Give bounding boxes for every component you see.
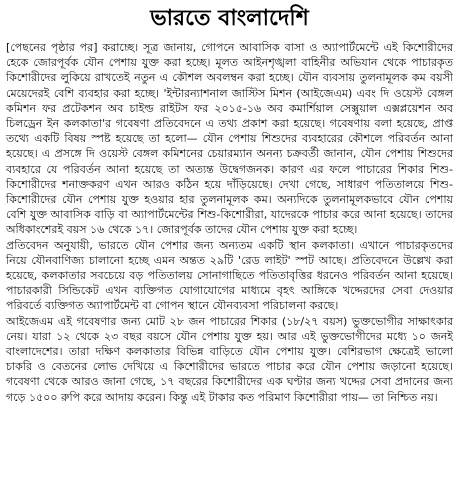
article-paragraph-3: আইজেএম এই গবেষণার জন্য মোট ২৮ জন পাচারের শিকার (১৮/২৭ বয়স) ভুক্তভোগীর সাক্ষাৎকার নেয়। যারা ১২ থেকে ২৩ বছর বয়সে যৌন পেশায় যুক্ত হয়। আর এই ভুক্তভোগীদের মধ্যে ১০ জনই বাংলাদেশের। তারা দক্ষিণ কলকাতার বিভিন্ন বাড়িতে যৌন পেশায় যুক্ত। বেশিরভাগ ক্ষেত্রেই ভালো চাকরি ও বেতনের লোভ দেখিয়ে এ কিশোরীদের ভারতে পাচার করে যৌন পেশায় জড়ানো হয়েছে। গবেষণা থেকে আরও জানা গেছে, ১৭ বছরের কিশোরীদের এক ঘণ্টার জন্য খদ্দের সেবা প্রদানের জন্য গড়ে ১৫০০ রুপি করে আদায় করেন। কিন্তু এই টাকার কত পরিমাণ কিশোরীরা পায়— তা নিশ্চিত নয়। [6, 314, 453, 404]
article-paragraph-1 [6, 40, 453, 238]
paragraph-text: করাচ্ছে। সূত্র জানায়, গোপনে আবাসিক বাসা ও অ্যাপার্টমেন্টে এই কিশোরীদের হেকে জোরপূর্বক যৌন পেশায় যুক্ত করা হচ্ছে। মূলত আইনশৃঙ্খলা বাহিনীর অভিযান থেকে পাচারকৃত কিশোরীদের লুকিয়ে রাখতেই নতুন এ কৌশল অবলম্বন করা হচ্ছে। যৌন ব্যবসায় তুলনামূলক কম বয়সী মেয়েদেরই বেশি ব্যবহার করা হচ্ছে। 'ইন্টারন্যাশনাল জাস্টিস মিশন (আইজেএম) এবং দি ওয়েস্ট বেঙ্গল কমিশন ফর প্রটেকশন অব চাইল্ড রাইটস ফর ২০১৫-১৬ অব কমার্শিয়াল সেক্সুয়াল এক্সপ্লয়েশন অব চিলড্রেন ইন কলকাতা'র গবেষণা প্রতিবেদনে এ তথ্য প্রকাশ করা হয়েছে। গবেষণায় বলা হয়েছে, প্রাপ্ত তথ্যে একটি বিষয় স্পষ্ট হয়েছে তা হলো— যৌন পেশায় শিশুদের ব্যবহারের কৌশলে পরিবর্তন আনা হয়েছে। এ প্রসঙ্গে দি ওয়েস্ট বেঙ্গল কমিশনের চেয়ারম্যান অনন্য চক্রবর্তী জানান, যৌন পেশায় শিশুদের ব্যবহারে যে পরিবর্তন আনা হয়েছে তা অত্যন্ত উদ্বেগজনক। কারণ এর ফলে পাচারের শিকার শিশু-কিশোরীদের শনাক্তকরণ এখন আরও কঠিন হয়ে দাঁড়িয়েছে। দেখা গেছে, সাধারণ পতিতালয়ে শিশু-কিশোরীদের যৌন পেশায় যুক্ত হওয়ার হার তুলনামূলক কম। অন্যদিকে তুলনামূলকভাবে যৌন পেশায় বেশি যুক্ত আবাসিক বাড়ি বা অ্যাপার্টমেন্টের শিশু-কিশোরীরা, যাদেরকে পাচার করে আনা হয়েছে। তাদের অধিকাংশেরই বয়স ১৬ থেকে ১৭। জোরপূর্বক তাদের যৌন পেশায় যুক্ত করা হচ্ছে। [6, 41, 454, 237]
continued-from-label: [পেছনের পৃষ্ঠার পর] [6, 41, 98, 54]
article-paragraph-2: প্রতিবেদন অনুযায়ী, ভারতে যৌন পেশার জন্য অন্যতম একটি স্থান কলকাতা। এখানে পাচারকৃতদের নিয়ে যৌনবাণিজ্য চালানো হচ্ছে এমন অন্তত ২৯টি 'রেড লাইট' স্পট আছে। প্রতিবেদনে উল্লেখ করা হয়েছে, কলকাতার সবচেয়ে বড় পতিতালয় সোনাগাছিতে পতিতাবৃত্তির ধরনেও পরিবর্তন আনা হয়েছে। পাচারকারী সিন্ডিকেট এখন ব্যক্তিগত যোগাযোগের মাধ্যমে বৃহৎ আঙ্গিকে খদ্দেরদের সেবা দেওয়ার পরিবর্তে ব্যক্তিগত অ্যাপার্টমেন্ট বা গোপন স্থানে যৌনব্যবসা পরিচালনা করছে। [6, 238, 453, 313]
article-body [6, 40, 453, 405]
article-headline: ভারতে বাংলাদেশি [150, 6, 309, 31]
